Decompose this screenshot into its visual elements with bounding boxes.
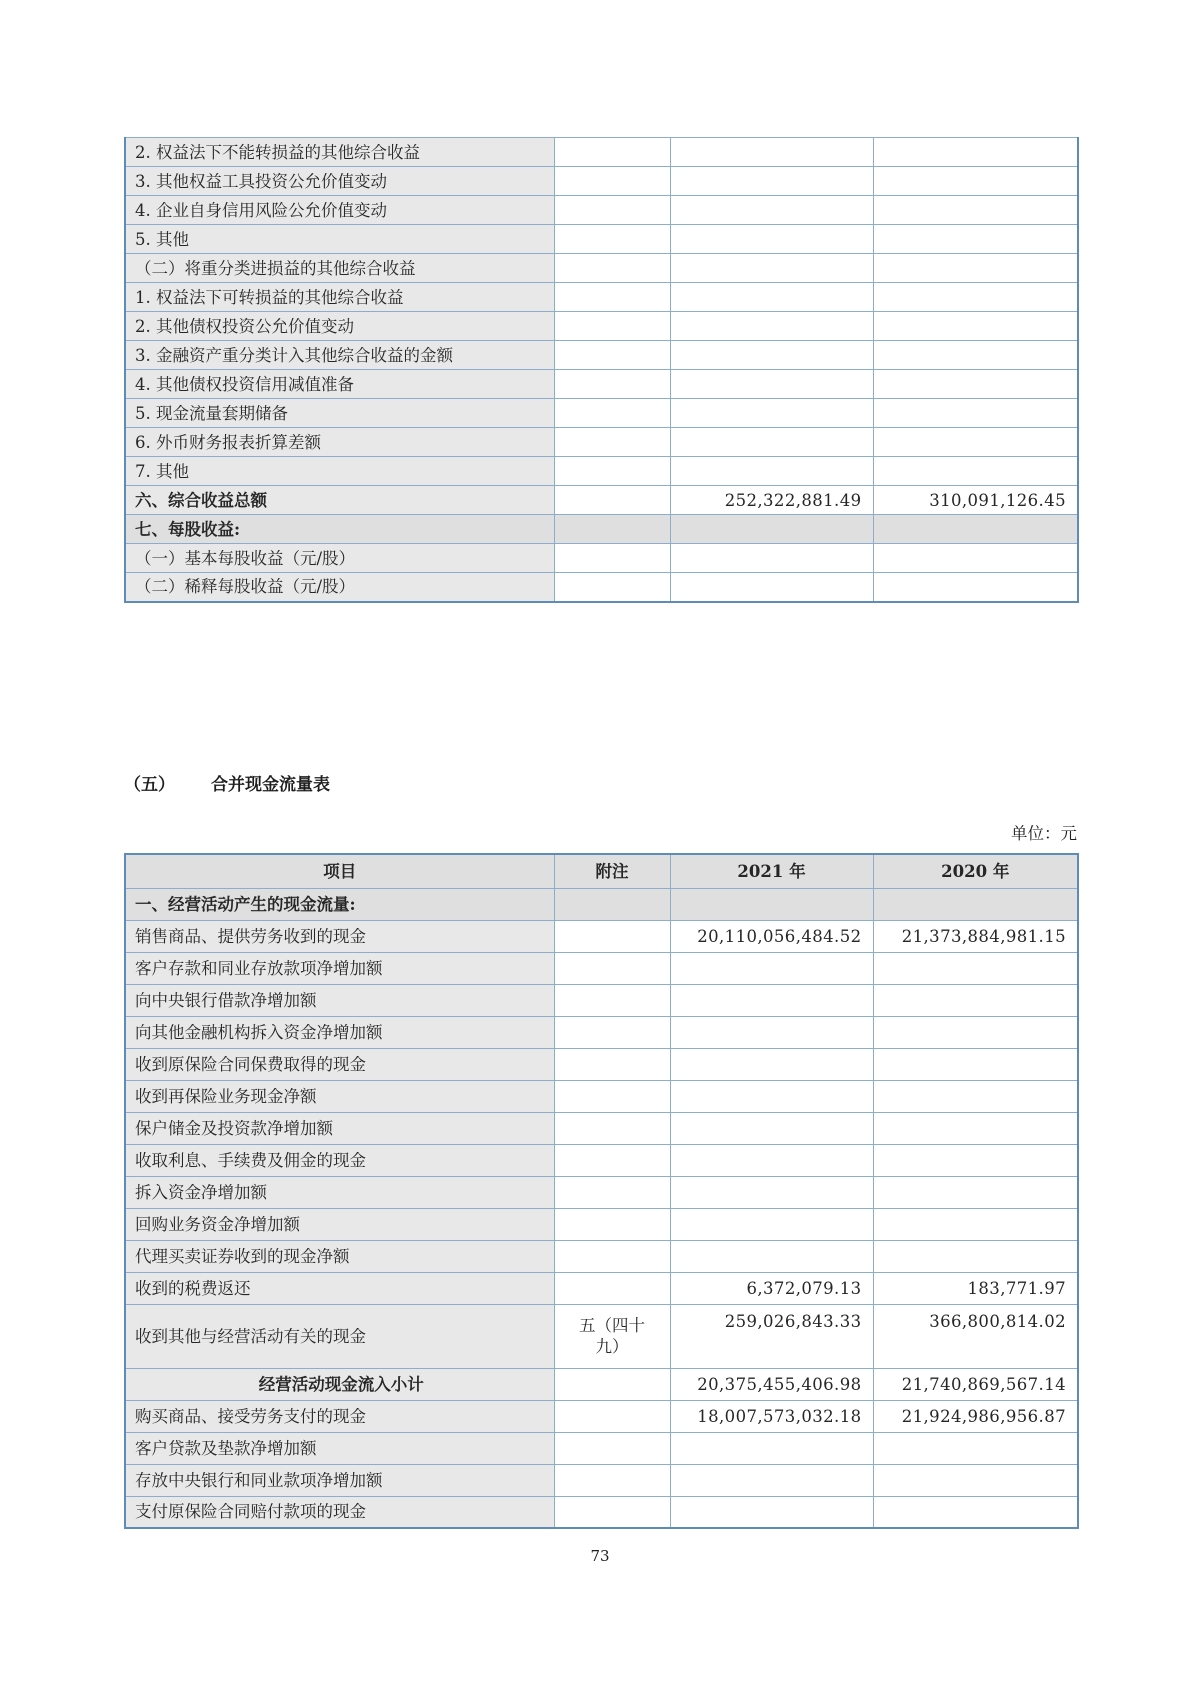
row-label-cell: 销售商品、提供劳务收到的现金 bbox=[125, 920, 554, 952]
row-2021-cell bbox=[670, 138, 873, 167]
table-row bbox=[125, 428, 1078, 457]
row-2020-cell bbox=[873, 888, 1078, 920]
row-2020-cell bbox=[873, 1112, 1078, 1144]
cash-flow-table bbox=[124, 853, 1079, 1529]
row-label-cell: 购买商品、接受劳务支付的现金 bbox=[125, 1400, 554, 1432]
row-2021-cell bbox=[670, 1240, 873, 1272]
row-note-cell bbox=[554, 1208, 670, 1240]
row-note-cell bbox=[554, 1080, 670, 1112]
table-row bbox=[125, 888, 1078, 920]
row-label-cell: 1. 权益法下可转损益的其他综合收益 bbox=[125, 283, 554, 312]
row-label-cell: 5. 其他 bbox=[125, 225, 554, 254]
row-label-cell: （二）将重分类进损益的其他综合收益 bbox=[125, 254, 554, 283]
row-note-cell bbox=[554, 312, 670, 341]
row-2021-cell bbox=[670, 1016, 873, 1048]
row-note-cell bbox=[554, 167, 670, 196]
table-header-row bbox=[125, 854, 1078, 888]
row-label-cell: 六、综合收益总额 bbox=[125, 486, 554, 515]
row-label-cell: 2. 其他债权投资公允价值变动 bbox=[125, 312, 554, 341]
row-2020-cell bbox=[873, 1144, 1078, 1176]
table-row bbox=[125, 1496, 1078, 1528]
row-2021-cell bbox=[670, 1176, 873, 1208]
row-2020-cell bbox=[873, 399, 1078, 428]
table-row bbox=[125, 515, 1078, 544]
row-2021-cell bbox=[670, 573, 873, 602]
table-row bbox=[125, 1368, 1078, 1400]
row-label-cell: 2. 权益法下不能转损益的其他综合收益 bbox=[125, 138, 554, 167]
row-2021-cell bbox=[670, 1048, 873, 1080]
row-note-cell bbox=[554, 1016, 670, 1048]
table-row bbox=[125, 952, 1078, 984]
row-label-cell: 收到其他与经营活动有关的现金 bbox=[125, 1304, 554, 1368]
row-2020-cell: 21,924,986,956.87 bbox=[873, 1400, 1078, 1432]
row-2020-cell bbox=[873, 225, 1078, 254]
table-row bbox=[125, 1240, 1078, 1272]
row-2021-cell bbox=[670, 1464, 873, 1496]
row-2020-cell bbox=[873, 428, 1078, 457]
row-2021-cell: 252,322,881.49 bbox=[670, 486, 873, 515]
row-2020-cell bbox=[873, 984, 1078, 1016]
row-2020-cell bbox=[873, 341, 1078, 370]
row-label-cell: （一）基本每股收益（元/股） bbox=[125, 544, 554, 573]
row-2020-cell bbox=[873, 283, 1078, 312]
row-note-cell bbox=[554, 1272, 670, 1304]
row-label-cell: 向其他金融机构拆入资金净增加额 bbox=[125, 1016, 554, 1048]
table-row bbox=[125, 225, 1078, 254]
row-2020-cell bbox=[873, 1432, 1078, 1464]
row-label-cell: 7. 其他 bbox=[125, 457, 554, 486]
table-row bbox=[125, 254, 1078, 283]
row-label-cell: 4. 其他债权投资信用减值准备 bbox=[125, 370, 554, 399]
row-note-cell bbox=[554, 888, 670, 920]
row-note-cell bbox=[554, 196, 670, 225]
row-note-cell bbox=[554, 515, 670, 544]
row-2021-cell bbox=[670, 341, 873, 370]
row-2020-cell bbox=[873, 138, 1078, 167]
row-2021-cell bbox=[670, 1432, 873, 1464]
table-row bbox=[125, 1272, 1078, 1304]
row-2021-cell: 20,110,056,484.52 bbox=[670, 920, 873, 952]
row-2020-cell bbox=[873, 457, 1078, 486]
row-note-cell bbox=[554, 920, 670, 952]
row-2021-cell bbox=[670, 428, 873, 457]
row-2021-cell bbox=[670, 254, 873, 283]
row-note-cell bbox=[554, 1240, 670, 1272]
table-row bbox=[125, 1304, 1078, 1368]
row-2020-cell bbox=[873, 544, 1078, 573]
row-label-cell: 收取利息、手续费及佣金的现金 bbox=[125, 1144, 554, 1176]
comprehensive-income-table bbox=[124, 137, 1079, 603]
row-2021-cell: 20,375,455,406.98 bbox=[670, 1368, 873, 1400]
table-row bbox=[125, 1112, 1078, 1144]
row-2021-cell bbox=[670, 1496, 873, 1528]
header-2021: 2021 年 bbox=[670, 854, 873, 888]
row-note-cell bbox=[554, 341, 670, 370]
table-row bbox=[125, 399, 1078, 428]
table-row bbox=[125, 920, 1078, 952]
row-2020-cell: 366,800,814.02 bbox=[873, 1304, 1078, 1368]
section-number: （五） bbox=[124, 775, 175, 795]
row-2020-cell: 21,740,869,567.14 bbox=[873, 1368, 1078, 1400]
header-note: 附注 bbox=[554, 854, 670, 888]
row-label-cell: 存放中央银行和同业款项净增加额 bbox=[125, 1464, 554, 1496]
row-note-cell bbox=[554, 254, 670, 283]
row-2021-cell bbox=[670, 544, 873, 573]
row-note-cell bbox=[554, 544, 670, 573]
table-row bbox=[125, 1016, 1078, 1048]
section-title: 合并现金流量表 bbox=[211, 775, 330, 795]
row-label-cell: 经营活动现金流入小计 bbox=[125, 1368, 554, 1400]
row-note-cell: 五（四十九） bbox=[554, 1304, 670, 1368]
row-label-cell: 拆入资金净增加额 bbox=[125, 1176, 554, 1208]
table-row bbox=[125, 1400, 1078, 1432]
table-row bbox=[125, 1432, 1078, 1464]
row-label-cell: 支付原保险合同赔付款项的现金 bbox=[125, 1496, 554, 1528]
row-note-cell bbox=[554, 399, 670, 428]
row-2020-cell bbox=[873, 1496, 1078, 1528]
row-label-cell: 收到再保险业务现金净额 bbox=[125, 1080, 554, 1112]
row-note-cell bbox=[554, 370, 670, 399]
row-label-cell: 一、经营活动产生的现金流量: bbox=[125, 888, 554, 920]
row-2021-cell bbox=[670, 1208, 873, 1240]
row-label-cell: 保户储金及投资款净增加额 bbox=[125, 1112, 554, 1144]
row-note-cell bbox=[554, 1432, 670, 1464]
row-2020-cell: 21,373,884,981.15 bbox=[873, 920, 1078, 952]
row-note-cell bbox=[554, 138, 670, 167]
row-note-cell bbox=[554, 283, 670, 312]
table-row bbox=[125, 370, 1078, 399]
row-2020-cell bbox=[873, 1048, 1078, 1080]
row-2020-cell bbox=[873, 167, 1078, 196]
row-2020-cell bbox=[873, 196, 1078, 225]
row-2021-cell bbox=[670, 457, 873, 486]
row-2021-cell bbox=[670, 888, 873, 920]
row-label-cell: 收到原保险合同保费取得的现金 bbox=[125, 1048, 554, 1080]
table-row bbox=[125, 1144, 1078, 1176]
row-note-cell bbox=[554, 457, 670, 486]
row-note-cell bbox=[554, 1368, 670, 1400]
row-note-cell bbox=[554, 1496, 670, 1528]
row-2020-cell bbox=[873, 312, 1078, 341]
unit-label: 单位：元 bbox=[1011, 824, 1077, 843]
row-note-cell bbox=[554, 952, 670, 984]
row-2021-cell bbox=[670, 370, 873, 399]
table-row bbox=[125, 1208, 1078, 1240]
row-2021-cell bbox=[670, 984, 873, 1016]
row-label-cell: 5. 现金流量套期储备 bbox=[125, 399, 554, 428]
row-2021-cell bbox=[670, 515, 873, 544]
row-label-cell: 3. 其他权益工具投资公允价值变动 bbox=[125, 167, 554, 196]
table-row bbox=[125, 457, 1078, 486]
row-label-cell: 回购业务资金净增加额 bbox=[125, 1208, 554, 1240]
row-2021-cell bbox=[670, 952, 873, 984]
table-row bbox=[125, 167, 1078, 196]
table-row bbox=[125, 283, 1078, 312]
header-2020: 2020 年 bbox=[873, 854, 1078, 888]
row-label-cell: 3. 金融资产重分类计入其他综合收益的金额 bbox=[125, 341, 554, 370]
row-2020-cell bbox=[873, 1208, 1078, 1240]
row-2020-cell bbox=[873, 1240, 1078, 1272]
row-2021-cell bbox=[670, 312, 873, 341]
row-2020-cell bbox=[873, 1176, 1078, 1208]
table-row bbox=[125, 1080, 1078, 1112]
row-2020-cell bbox=[873, 515, 1078, 544]
row-label-cell: 客户贷款及垫款净增加额 bbox=[125, 1432, 554, 1464]
header-item: 项目 bbox=[125, 854, 554, 888]
row-note-cell bbox=[554, 1176, 670, 1208]
row-note-cell bbox=[554, 984, 670, 1016]
row-2020-cell bbox=[873, 573, 1078, 602]
row-label-cell: （二）稀释每股收益（元/股） bbox=[125, 573, 554, 602]
row-2020-cell: 183,771.97 bbox=[873, 1272, 1078, 1304]
row-note-cell bbox=[554, 225, 670, 254]
row-2020-cell bbox=[873, 370, 1078, 399]
row-2021-cell bbox=[670, 225, 873, 254]
table-row bbox=[125, 486, 1078, 515]
row-2020-cell bbox=[873, 254, 1078, 283]
row-2020-cell: 310,091,126.45 bbox=[873, 486, 1078, 515]
row-2021-cell bbox=[670, 167, 873, 196]
row-2021-cell bbox=[670, 196, 873, 225]
row-2021-cell: 18,007,573,032.18 bbox=[670, 1400, 873, 1432]
table-row bbox=[125, 1048, 1078, 1080]
row-label-cell: 4. 企业自身信用风险公允价值变动 bbox=[125, 196, 554, 225]
row-2020-cell bbox=[873, 952, 1078, 984]
page-number: 73 bbox=[590, 1547, 610, 1565]
row-note-cell bbox=[554, 486, 670, 515]
table-row bbox=[125, 341, 1078, 370]
table-row bbox=[125, 312, 1078, 341]
table-row bbox=[125, 573, 1078, 602]
row-note-cell bbox=[554, 573, 670, 602]
row-2021-cell bbox=[670, 1112, 873, 1144]
row-label-cell: 代理买卖证券收到的现金净额 bbox=[125, 1240, 554, 1272]
row-2021-cell bbox=[670, 1144, 873, 1176]
row-note-cell bbox=[554, 1464, 670, 1496]
row-label-cell: 客户存款和同业存放款项净增加额 bbox=[125, 952, 554, 984]
table-row bbox=[125, 544, 1078, 573]
row-note-cell bbox=[554, 1144, 670, 1176]
row-2021-cell bbox=[670, 1080, 873, 1112]
row-2021-cell bbox=[670, 283, 873, 312]
row-note-cell bbox=[554, 428, 670, 457]
row-2021-cell bbox=[670, 399, 873, 428]
row-note-cell bbox=[554, 1048, 670, 1080]
table-row bbox=[125, 196, 1078, 225]
row-2020-cell bbox=[873, 1080, 1078, 1112]
row-2020-cell bbox=[873, 1464, 1078, 1496]
row-2021-cell: 259,026,843.33 bbox=[670, 1304, 873, 1368]
row-label-cell: 收到的税费返还 bbox=[125, 1272, 554, 1304]
table-row bbox=[125, 1464, 1078, 1496]
row-2021-cell: 6,372,079.13 bbox=[670, 1272, 873, 1304]
table-row bbox=[125, 138, 1078, 167]
section-heading bbox=[124, 770, 330, 795]
row-label-cell: 6. 外币财务报表折算差额 bbox=[125, 428, 554, 457]
row-note-cell bbox=[554, 1400, 670, 1432]
row-2020-cell bbox=[873, 1016, 1078, 1048]
table-row bbox=[125, 1176, 1078, 1208]
row-label-cell: 七、每股收益: bbox=[125, 515, 554, 544]
row-note-cell bbox=[554, 1112, 670, 1144]
table-row bbox=[125, 984, 1078, 1016]
row-label-cell: 向中央银行借款净增加额 bbox=[125, 984, 554, 1016]
